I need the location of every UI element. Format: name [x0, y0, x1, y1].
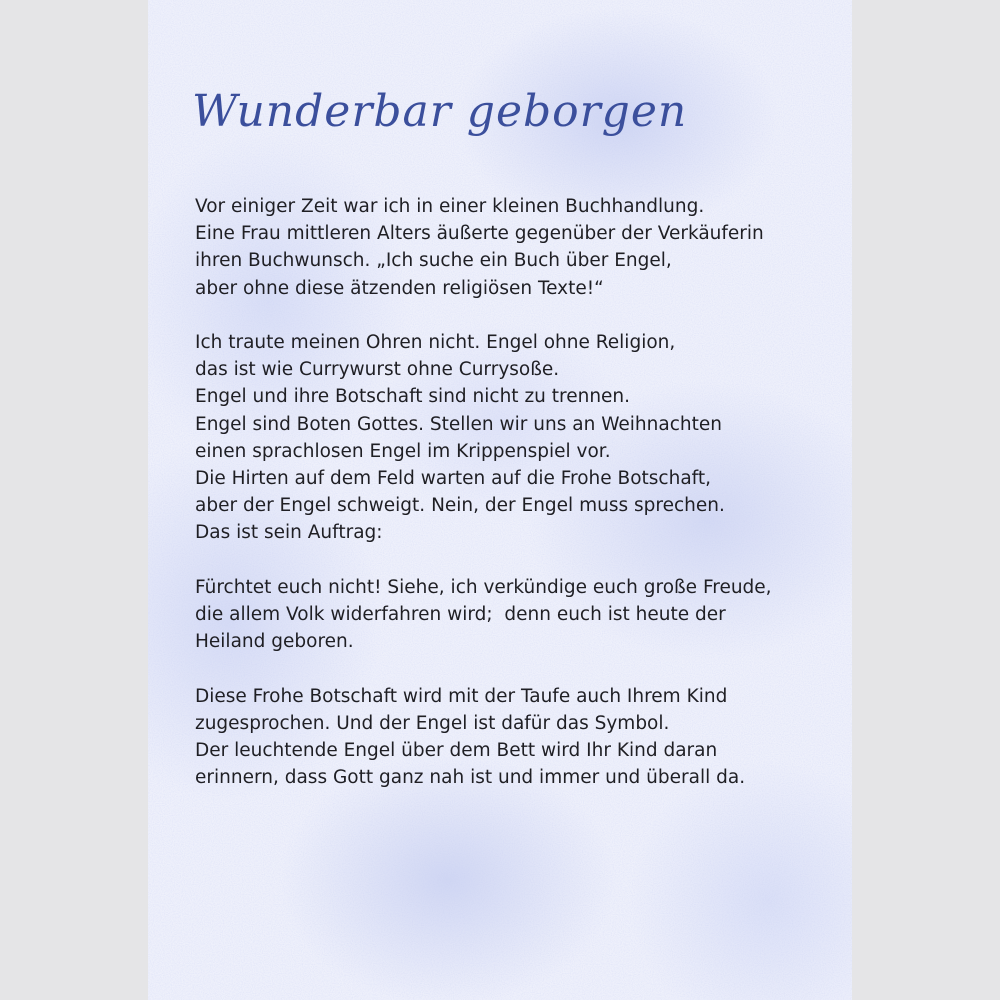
- text-line: ihren Buchwunsch. „Ich suche ein Buch über Engel,: [195, 250, 672, 272]
- text-line: die allem Volk widerfahren wird; denn euch ist heute der: [195, 604, 726, 626]
- text-line: Der leuchtende Engel über dem Bett wird Ihr Kind daran: [195, 740, 718, 762]
- text-line: aber ohne diese ätzenden religiösen Texte!“: [195, 277, 604, 299]
- paragraph-quote: [195, 574, 835, 656]
- text-line: einen sprachlosen Engel im Krippenspiel vor.: [195, 440, 611, 462]
- text-line: Diese Frohe Botschaft wird mit der Taufe auch Ihrem Kind: [195, 685, 728, 707]
- text-line: Fürchtet euch nicht! Siehe, ich verkündige euch große Freude,: [195, 576, 772, 598]
- card-page: [148, 0, 852, 1000]
- text-line: aber der Engel schweigt. Nein, der Engel muss sprechen.: [195, 495, 725, 517]
- body-text: [195, 193, 835, 819]
- paragraph-bookshop: [195, 193, 835, 302]
- text-line: Eine Frau mittleren Alters äußerte gegenüber der Verkäuferin: [195, 223, 764, 245]
- text-line: Heiland geboren.: [195, 631, 354, 653]
- text-line: Das ist sein Auftrag:: [195, 522, 383, 544]
- text-line: erinnern, dass Gott ganz nah ist und immer und überall da.: [195, 767, 746, 789]
- paragraph-baptism: [195, 683, 835, 792]
- page-title: Wunderbar geborgen: [192, 86, 688, 137]
- text-line: zugesprochen. Und der Engel ist dafür das Symbol.: [195, 712, 670, 734]
- text-line: Engel sind Boten Gottes. Stellen wir uns an Weihnachten: [195, 413, 722, 435]
- paragraph-reflection: [195, 329, 835, 547]
- text-line: Die Hirten auf dem Feld warten auf die Frohe Botschaft,: [195, 468, 711, 490]
- text-line: Engel und ihre Botschaft sind nicht zu trennen.: [195, 386, 631, 408]
- text-line: Vor einiger Zeit war ich in einer kleinen Buchhandlung.: [195, 196, 705, 217]
- text-line: Ich traute meinen Ohren nicht. Engel ohne Religion,: [195, 332, 676, 353]
- text-line: das ist wie Currywurst ohne Currysoße.: [195, 359, 560, 381]
